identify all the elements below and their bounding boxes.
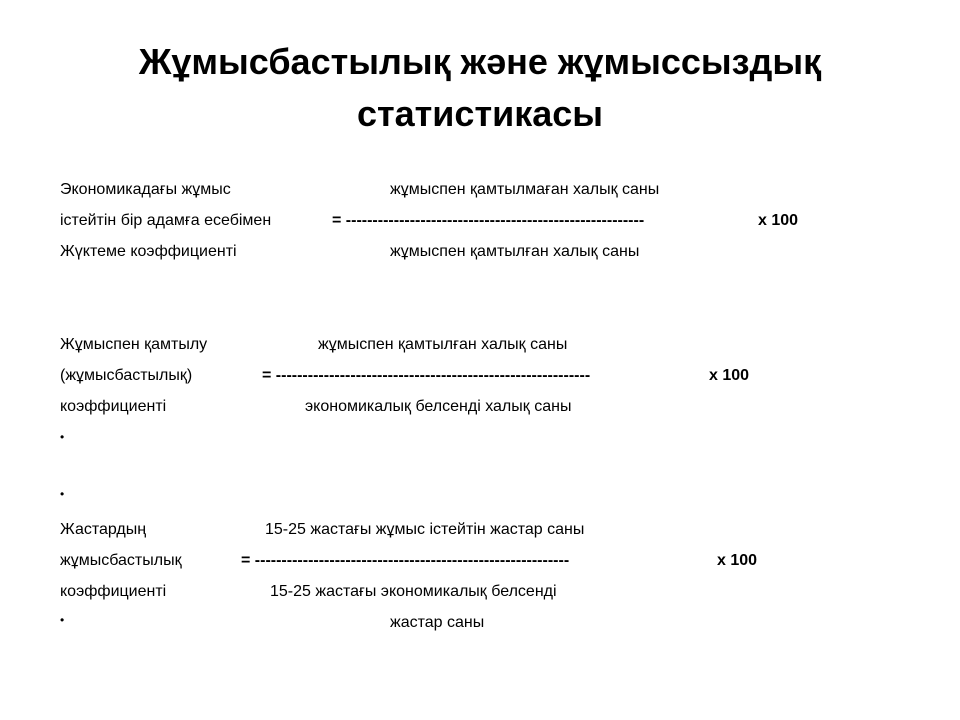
formula2-label-line3: коэффициенті	[60, 398, 167, 415]
formula1-denominator: жұмыспен қамтылған халық саны	[390, 243, 640, 260]
formula1-label-line3: Жүктеме коэффициенті	[60, 243, 237, 260]
bullet-marker: •	[60, 487, 65, 501]
title-line-2: статистикасы	[356, 93, 604, 134]
title-line-1: Жұмысбастылық және жұмыссыздық	[138, 41, 822, 82]
formula2-fraction-line: = -----------------------------------------------------------	[262, 367, 591, 384]
formula3-numerator: 15-25 жастағы жұмыс істейтін жастар саны	[265, 521, 585, 538]
slide-title	[40, 36, 920, 140]
formula3-label-line1: Жастардың	[60, 521, 147, 538]
formula3-denominator-line2: жастар саны	[390, 614, 485, 631]
formula1-multiplier: x 100	[758, 212, 799, 229]
formula2-numerator: жұмыспен қамтылған халық саны	[318, 336, 568, 353]
bullet-marker: •	[60, 613, 65, 627]
formula3-label-line3: коэффициенті	[60, 583, 167, 600]
formula3-multiplier: x 100	[717, 552, 758, 569]
bullet-marker: •	[60, 430, 65, 444]
formula3-denominator-line1: 15-25 жастағы экономикалық белсенді	[270, 583, 557, 600]
formula2-multiplier: x 100	[709, 367, 750, 384]
formula3-label-line2: жұмысбастылық	[60, 552, 182, 569]
formula2-label-line2: (жұмысбастылық)	[60, 367, 193, 384]
formula2-label-line1: Жұмыспен қамтылу	[60, 336, 208, 353]
formula1-numerator: жұмыспен қамтылмаған халық саны	[390, 181, 660, 198]
formula1-label-line1: Экономикадағы жұмыс	[60, 181, 231, 198]
formula1-label-line2: істейтін бір адамға есебімен	[60, 212, 272, 229]
formula2-denominator: экономикалық белсенді халық саны	[305, 398, 572, 415]
formula3-fraction-line: = -----------------------------------------------------------	[241, 552, 570, 569]
formula1-fraction-line: = --------------------------------------------------------	[332, 212, 645, 229]
